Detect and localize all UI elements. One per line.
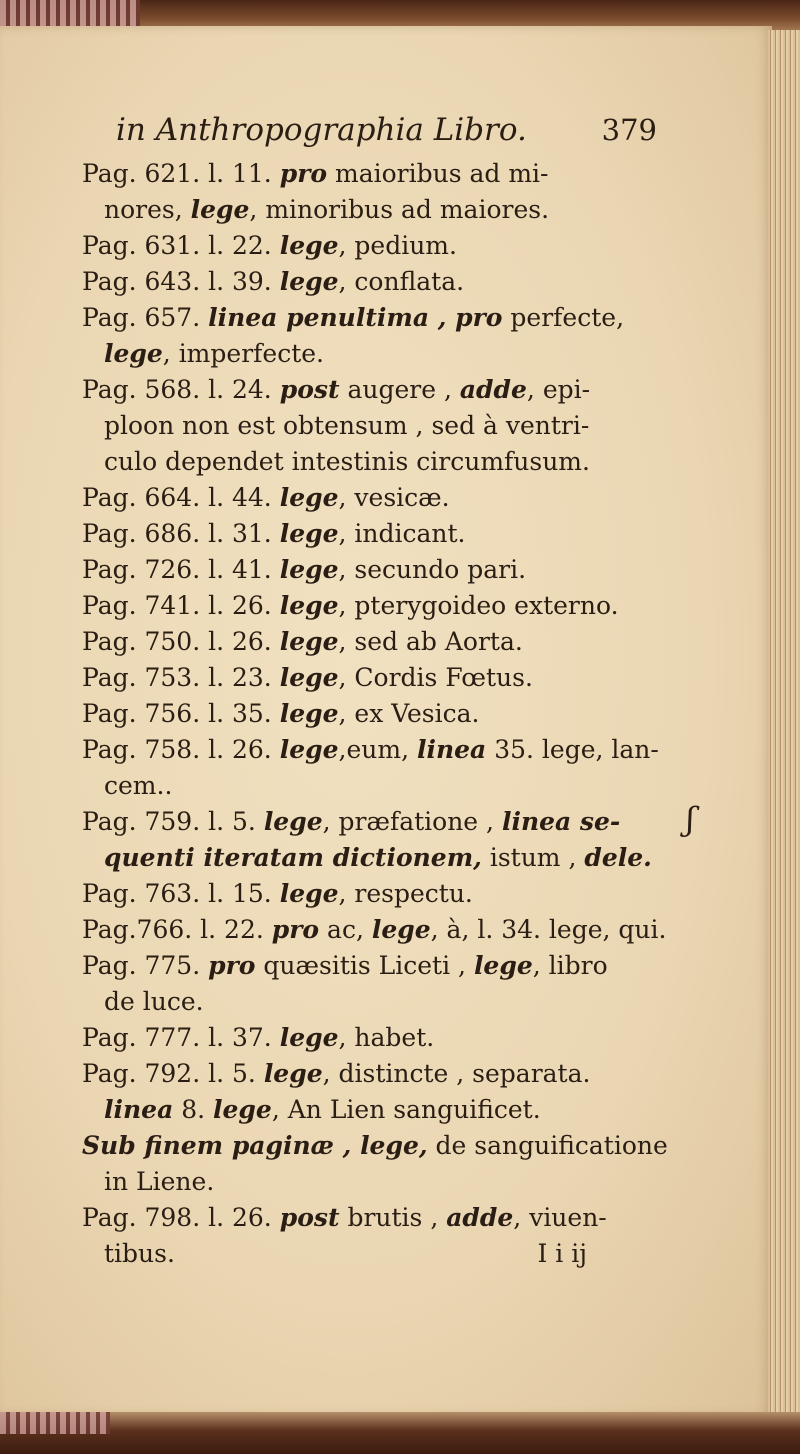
errata-line xyxy=(82,840,667,876)
italic-term: linea xyxy=(104,1095,174,1124)
correction-text: maioribus ad mi- xyxy=(327,159,549,188)
page-reference: Pag.766. l. 22. xyxy=(82,915,272,944)
italic-term: lege xyxy=(263,807,323,836)
italic-term: lege xyxy=(279,1023,339,1052)
page-reference: Pag. 568. l. 24. xyxy=(82,375,280,404)
correction-text: , libro xyxy=(532,951,608,980)
correction-text: istum , xyxy=(481,843,585,872)
errata-line xyxy=(82,1128,667,1164)
errata-line xyxy=(82,984,667,1020)
errata-line xyxy=(82,588,667,624)
correction-text: culo dependet intestinis circumfusum. xyxy=(104,447,590,476)
book-bottom-edge xyxy=(0,1412,800,1454)
correction-text: , respectu. xyxy=(338,879,473,908)
running-head-title: in Anthropographia Libro. xyxy=(116,112,527,148)
errata-line xyxy=(82,408,667,444)
italic-term: lege xyxy=(279,627,339,656)
errata-line xyxy=(82,912,667,948)
italic-term: adde xyxy=(446,1203,514,1232)
correction-text: , An Lien sanguificet. xyxy=(271,1095,541,1124)
errata-entries xyxy=(82,156,667,1236)
page-reference: Pag. 759. l. 5. xyxy=(82,807,264,836)
page-reference: Pag. 798. l. 26. xyxy=(82,1203,280,1232)
correction-text: , pterygoideo externo. xyxy=(338,591,619,620)
italic-term: lege xyxy=(279,699,339,728)
italic-term: post xyxy=(279,1203,340,1232)
correction-text: , vesicæ. xyxy=(338,483,450,512)
headband-bottom xyxy=(0,1412,110,1434)
page-number: 379 xyxy=(601,113,657,147)
errata-text-block xyxy=(82,108,667,1272)
italic-term: lege xyxy=(279,483,339,512)
italic-term: lege xyxy=(279,267,339,296)
correction-text: de luce. xyxy=(104,987,204,1016)
errata-line xyxy=(82,660,667,696)
correction-text: , indicant. xyxy=(338,519,466,548)
italic-term: lege xyxy=(213,1095,272,1124)
margin-annotation: ʃ xyxy=(686,800,695,838)
errata-line xyxy=(82,804,667,840)
correction-text: in Liene. xyxy=(104,1167,215,1196)
errata-line xyxy=(82,372,667,408)
correction-text: ploon non est obtensum , sed à ventri- xyxy=(104,411,590,440)
errata-line xyxy=(82,732,667,768)
page-reference: Pag. 631. l. 22. xyxy=(82,231,280,260)
errata-line xyxy=(82,948,667,984)
page-reference: Pag. 621. l. 11. xyxy=(82,159,280,188)
errata-line xyxy=(82,1164,667,1200)
errata-line xyxy=(82,336,667,372)
page-reference: Pag. 777. l. 37. xyxy=(82,1023,280,1052)
correction-text: 8. xyxy=(173,1095,214,1124)
italic-term: lege xyxy=(104,339,163,368)
correction-text: 35. lege, lan- xyxy=(486,735,659,764)
correction-text: , præfatione , xyxy=(322,807,502,836)
italic-term: Sub finem paginæ , lege, xyxy=(82,1131,428,1160)
page-reference: Pag. 664. l. 44. xyxy=(82,483,280,512)
italic-term: quenti iteratam dictionem, xyxy=(104,843,482,872)
correction-text: , minoribus ad maiores. xyxy=(249,195,550,224)
page-reference: Pag. 726. l. 41. xyxy=(82,555,280,584)
page-reference: Pag. 775. xyxy=(82,951,209,980)
correction-text: , imperfecte. xyxy=(162,339,324,368)
correction-text: quæsitis Liceti , xyxy=(255,951,474,980)
page-reference: Pag. 758. l. 26. xyxy=(82,735,280,764)
correction-text: , habet. xyxy=(338,1023,435,1052)
correction-text: , secundo pari. xyxy=(338,555,527,584)
correction-text: , sed ab Aorta. xyxy=(338,627,523,656)
page-reference: Pag. 643. l. 39. xyxy=(82,267,280,296)
correction-text: ac, xyxy=(319,915,372,944)
correction-text: augere , xyxy=(339,375,460,404)
italic-term: lege xyxy=(371,915,431,944)
page-fore-edge xyxy=(768,30,800,1414)
italic-term: pro xyxy=(279,159,328,188)
errata-line xyxy=(82,1020,667,1056)
italic-term: lege xyxy=(279,879,339,908)
errata-line xyxy=(82,516,667,552)
correction-text: nores, xyxy=(104,195,191,224)
italic-term: lege xyxy=(279,663,339,692)
italic-term: pro xyxy=(271,915,320,944)
errata-line xyxy=(82,480,667,516)
errata-line xyxy=(82,696,667,732)
correction-text: , viuen- xyxy=(513,1203,607,1232)
errata-line xyxy=(82,768,667,804)
correction-text: , conflata. xyxy=(338,267,465,296)
italic-term: lege xyxy=(279,555,339,584)
page-reference: Pag. 792. l. 5. xyxy=(82,1059,264,1088)
page-reference: Pag. 741. l. 26. xyxy=(82,591,280,620)
errata-line xyxy=(82,624,667,660)
italic-term: dele. xyxy=(584,843,652,872)
page-reference: Pag. 763. l. 15. xyxy=(82,879,280,908)
italic-term: linea se- xyxy=(501,807,621,836)
errata-line xyxy=(82,192,667,228)
italic-term: adde xyxy=(459,375,527,404)
errata-line xyxy=(82,264,667,300)
italic-term: lege xyxy=(279,231,339,260)
errata-line xyxy=(82,228,667,264)
correction-text: , à, l. 34. lege, qui. xyxy=(430,915,667,944)
errata-line xyxy=(82,300,667,336)
correction-text: , Cordis Fœtus. xyxy=(338,663,533,692)
errata-line xyxy=(82,1056,667,1092)
correction-text: , pedium. xyxy=(338,231,457,260)
running-head xyxy=(82,108,667,152)
correction-text: , epi- xyxy=(526,375,591,404)
correction-text: de sanguificatione xyxy=(427,1131,668,1160)
italic-term: lege xyxy=(473,951,533,980)
correction-text: perfecte, xyxy=(502,303,625,332)
page-reference: Pag. 750. l. 26. xyxy=(82,627,280,656)
correction-text: , distincte , separata. xyxy=(322,1059,591,1088)
errata-line xyxy=(82,1200,667,1236)
page-reference: Pag. 686. l. 31. xyxy=(82,519,280,548)
errata-line xyxy=(82,552,667,588)
errata-line xyxy=(82,876,667,912)
errata-line xyxy=(82,444,667,480)
italic-term: linea xyxy=(416,735,487,764)
italic-term: lege xyxy=(279,735,339,764)
page-reference: Pag. 753. l. 23. xyxy=(82,663,280,692)
italic-term: linea penultima , pro xyxy=(208,303,503,332)
italic-term: lege xyxy=(263,1059,323,1088)
correction-text: brutis , xyxy=(339,1203,447,1232)
page-reference: Pag. 657. xyxy=(82,303,209,332)
errata-line xyxy=(82,1092,667,1128)
correction-text: , ex Vesica. xyxy=(338,699,480,728)
signature-mark: I i ij xyxy=(537,1239,587,1268)
last-line-text: tibus. xyxy=(104,1239,175,1268)
italic-term: post xyxy=(279,375,340,404)
correction-text: cem.. xyxy=(104,771,173,800)
italic-term: lege xyxy=(279,519,339,548)
correction-text: ,eum, xyxy=(338,735,417,764)
last-line xyxy=(82,1236,667,1272)
italic-term: lege xyxy=(190,195,250,224)
page-reference: Pag. 756. l. 35. xyxy=(82,699,280,728)
errata-line xyxy=(82,156,667,192)
italic-term: lege xyxy=(279,591,339,620)
italic-term: pro xyxy=(208,951,256,980)
